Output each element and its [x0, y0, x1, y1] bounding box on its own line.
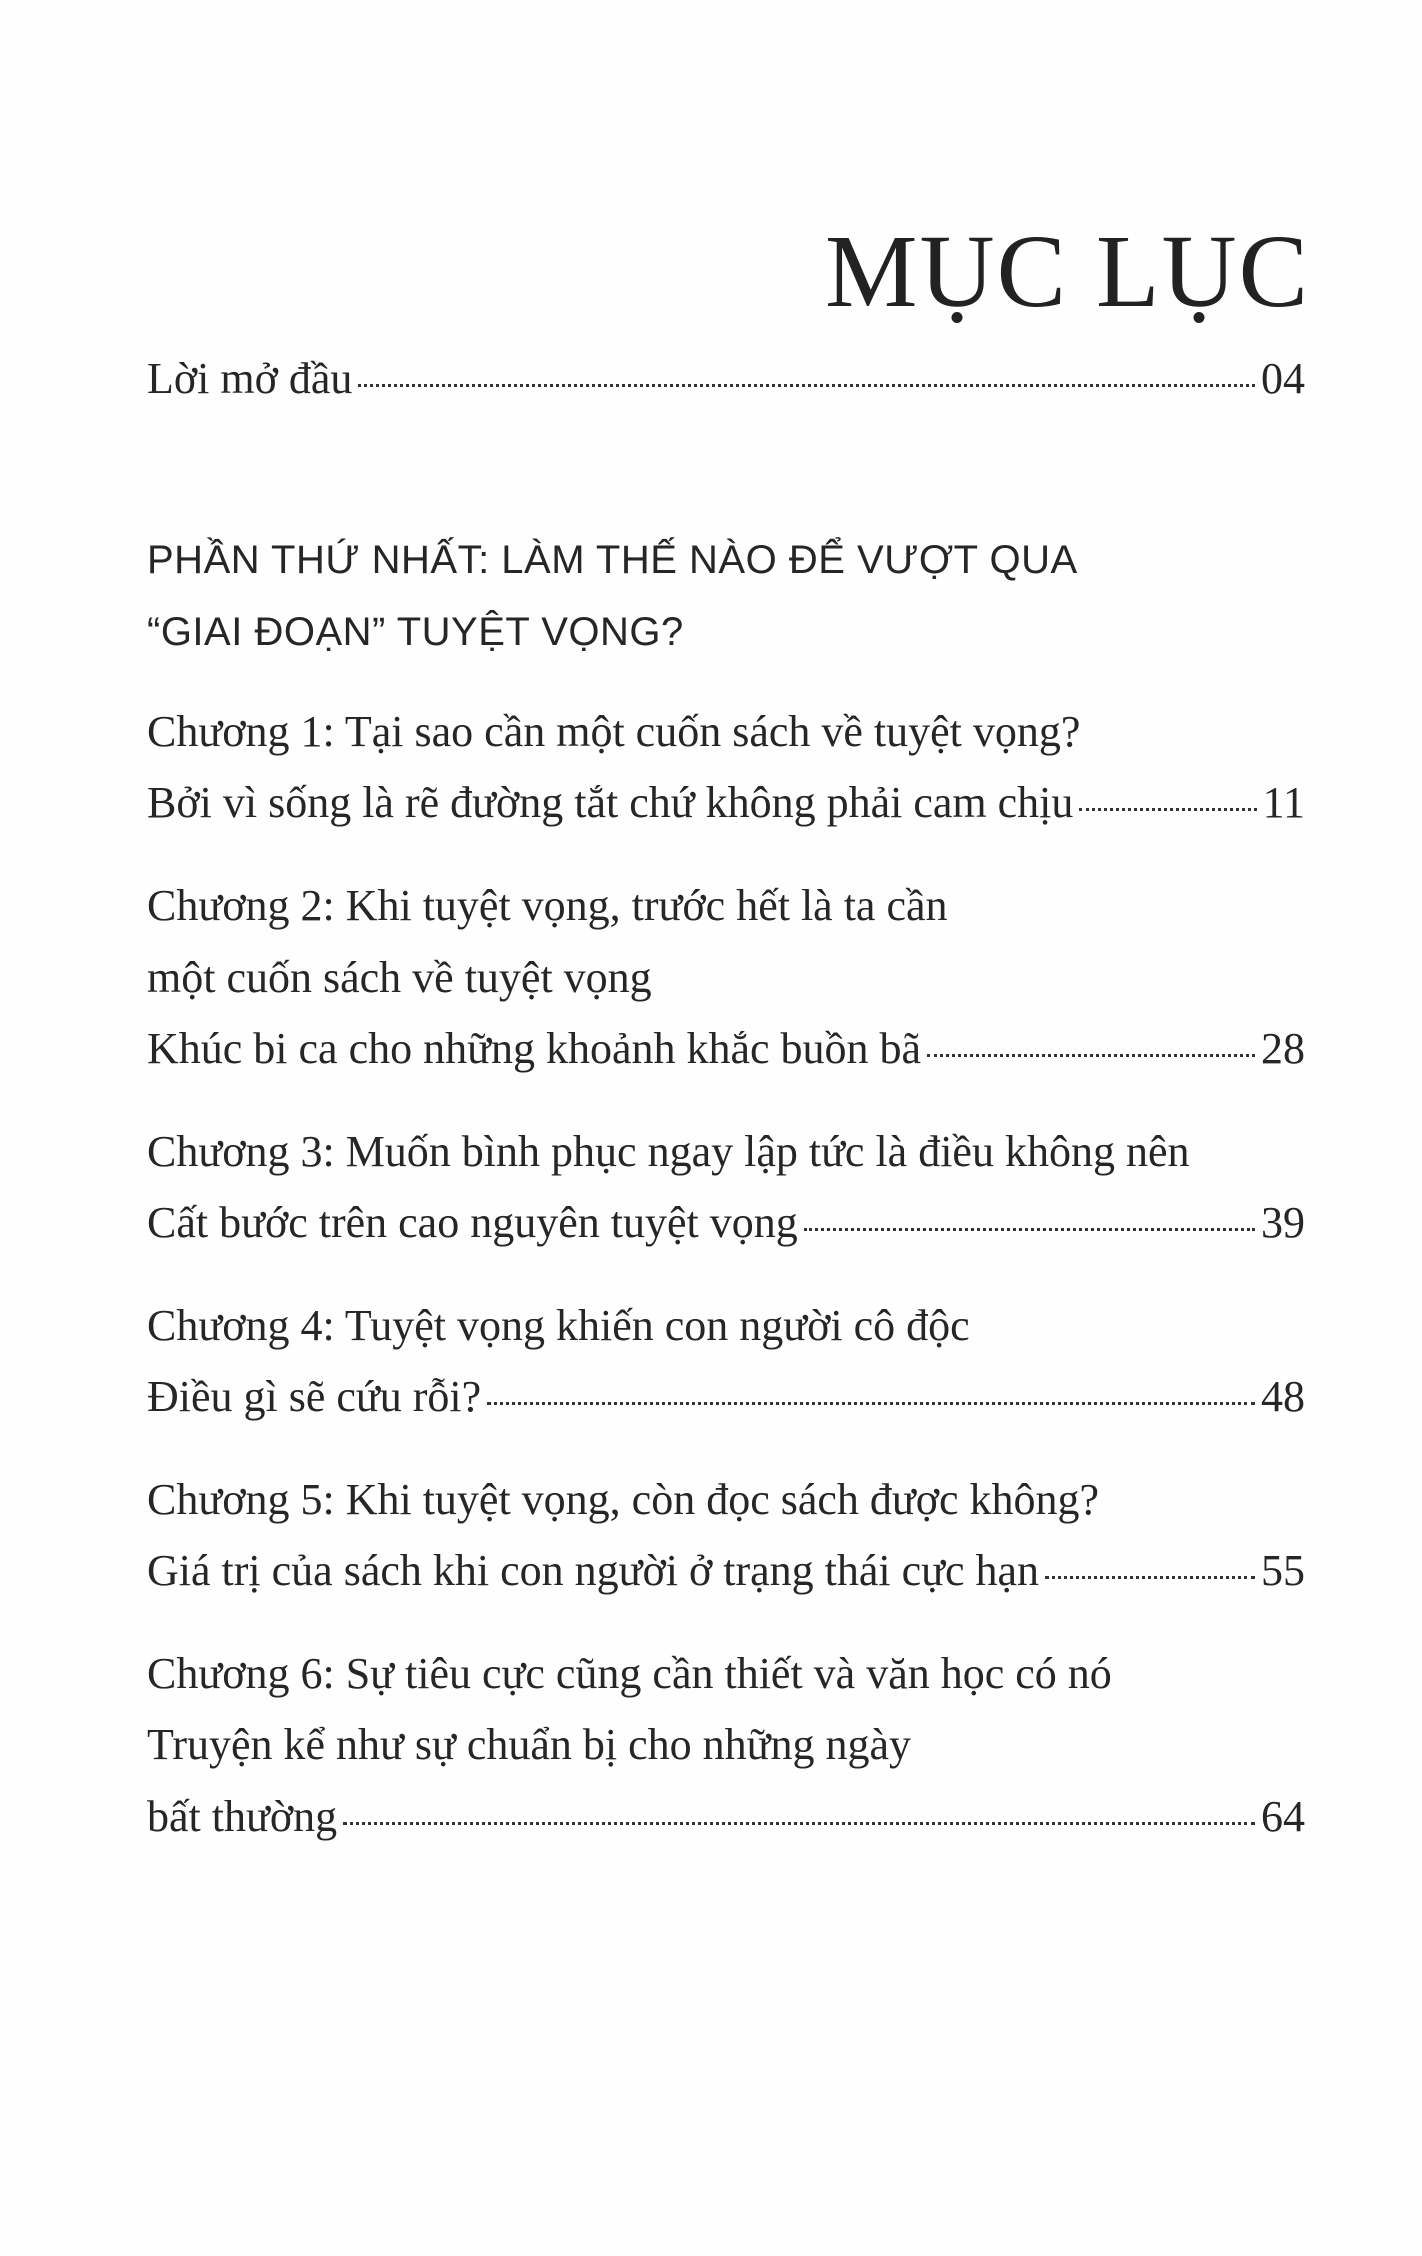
dot-leader — [1045, 1576, 1255, 1579]
dot-leader — [804, 1228, 1255, 1231]
toc-entry-subtitle: Khúc bi ca cho những khoảnh khắc buồn bã — [147, 1024, 922, 1073]
toc-entry-chapter-3[interactable] — [147, 1196, 1305, 1250]
toc-entry-chapter-1[interactable] — [147, 776, 1305, 830]
page-title: MỤC LỤC — [825, 213, 1310, 329]
toc-chapter-6-title-cont: Truyện kể như sự chuẩn bị cho những ngày — [147, 1720, 912, 1769]
toc-entry-subtitle: bất thường — [147, 1792, 338, 1841]
toc-entry-subtitle: Điều gì sẽ cứu rỗi? — [147, 1372, 482, 1421]
toc-entry-subtitle: Giá trị của sách khi con người ở trạng thái cực hạn — [147, 1546, 1040, 1595]
dot-leader — [487, 1402, 1255, 1405]
toc-entry-subtitle: Bởi vì sống là rẽ đường tắt chứ không phải cam chịu — [147, 778, 1074, 827]
toc-chapter-6-title: Chương 6: Sự tiêu cực cũng cần thiết và văn học có nó — [147, 1649, 1112, 1698]
part-heading-line-2: “GIAI ĐOẠN” TUYỆT VỌNG? — [147, 610, 684, 654]
toc-entry-chapter-4[interactable] — [147, 1370, 1305, 1424]
toc-page-number: 11 — [1262, 778, 1305, 827]
toc-page-number: 39 — [1261, 1198, 1305, 1247]
dot-leader — [927, 1054, 1255, 1057]
toc-entry-chapter-2[interactable] — [147, 1022, 1305, 1076]
toc-page-number: 04 — [1261, 354, 1305, 403]
toc-entry-chapter-5[interactable] — [147, 1544, 1305, 1598]
toc-page-number: 28 — [1261, 1024, 1305, 1073]
dot-leader — [343, 1822, 1255, 1825]
toc-chapter-1-title: Chương 1: Tại sao cần một cuốn sách về tuyệt vọng? — [147, 707, 1081, 756]
toc-entry-subtitle: Cất bước trên cao nguyên tuyệt vọng — [147, 1198, 798, 1247]
toc-chapter-4-title: Chương 4: Tuyệt vọng khiến con người cô độc — [147, 1301, 970, 1350]
dot-leader — [1079, 808, 1256, 811]
toc-chapter-2-title-cont: một cuốn sách về tuyệt vọng — [147, 953, 652, 1002]
dot-leader — [358, 384, 1255, 387]
toc-page-number: 48 — [1261, 1372, 1305, 1421]
toc-entry-label: Lời mở đầu — [147, 354, 353, 403]
toc-chapter-3-title: Chương 3: Muốn bình phục ngay lập tức là điều không nên — [147, 1127, 1190, 1176]
toc-chapter-2-title: Chương 2: Khi tuyệt vọng, trước hết là ta cần — [147, 881, 948, 930]
toc-entry-intro[interactable] — [147, 352, 1305, 406]
toc-page-number: 55 — [1261, 1546, 1305, 1595]
part-heading-line-1: PHẦN THỨ NHẤT: LÀM THẾ NÀO ĐỂ VƯỢT QUA — [147, 538, 1078, 582]
toc-chapter-5-title: Chương 5: Khi tuyệt vọng, còn đọc sách được không? — [147, 1475, 1100, 1524]
toc-page-number: 64 — [1261, 1792, 1305, 1841]
toc-entry-chapter-6[interactable] — [147, 1790, 1305, 1844]
